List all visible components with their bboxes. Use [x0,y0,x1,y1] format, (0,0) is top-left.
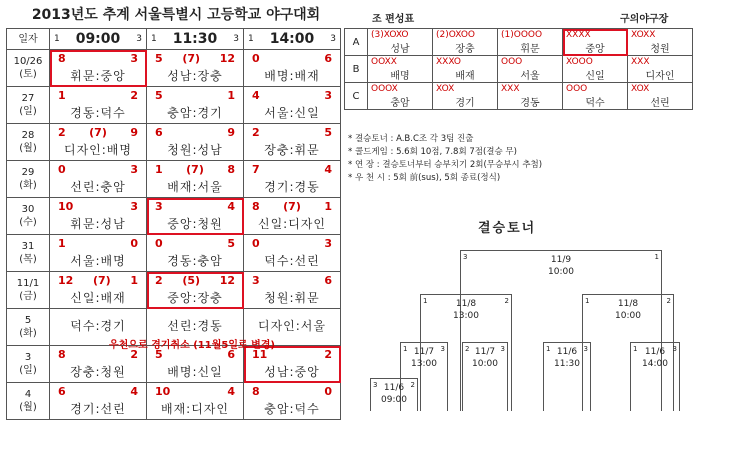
group-team-cell [368,29,433,56]
matchup: 디자인:서울 [257,319,326,333]
score-left: 7 [252,163,260,176]
team-name: 휘문 [520,43,540,55]
score-left: 10 [58,200,74,213]
groups-title: 조 편성표 [372,14,415,25]
seed-right: 2 [666,297,671,305]
matchup: 휘문:성남 [70,217,126,231]
score-right: 1 [130,274,138,287]
matchup: 서울:신일 [264,106,320,120]
matchup: 성남:장충 [167,69,223,83]
group-team-cell [563,29,628,56]
group-label: B [345,56,368,83]
game-cell [147,235,244,272]
score-right: 5 [227,237,235,250]
match-date: 11/6 [644,347,666,357]
matchup: 서울:배명 [70,254,126,268]
team-name: 성남 [390,43,410,55]
matchup: 경동:덕수 [70,106,126,120]
seed-right: 3 [583,345,588,353]
seed-left: 1 [546,345,551,353]
matchup: 청원:성남 [167,143,223,157]
score-left: 8 [58,348,66,361]
date-cell: 29 (화) [7,161,50,198]
rule-line: * 연 장 : 결승토너부터 승부치기 2회(무승부시 추첨) [348,160,543,170]
bracket-match-r1 [370,378,418,411]
score-left: 3 [155,200,163,213]
score-left: 6 [155,126,163,139]
matchup: 덕수:선린 [264,254,320,268]
match-time: 11:30 [554,359,580,369]
date-cell: 5 (화) [7,309,50,346]
innings: (5) [182,274,201,287]
score-left: 2 [155,274,163,287]
team-name: 경기 [455,97,475,109]
seed-right: 1 [654,253,659,261]
slot-right-num: 3 [233,34,239,44]
team-record: (3)XOXO [371,29,409,40]
score-left: 12 [58,274,74,287]
team-record: OOOX [371,83,398,94]
bracket-match-qf4 [630,342,680,411]
matchup: 신일:디자인 [257,217,326,231]
game-cell [244,383,341,420]
matchup: 충암:경기 [167,106,223,120]
date-cell: 4 (월) [7,383,50,420]
group-team-cell [368,56,433,83]
slot-right-num: 3 [330,34,336,44]
matchup: 휘문:중앙 [70,69,126,83]
score-right: 2 [130,348,138,361]
game-cell [147,383,244,420]
seed-right: 3 [500,345,505,353]
score-right: 3 [130,163,138,176]
match-date: 11/9 [550,255,572,265]
team-name: 디자인 [645,70,675,82]
score-left: 3 [252,274,260,287]
matchup: 경기:선린 [70,402,126,416]
team-record: (2)OXOO [436,29,476,40]
team-record: XXX [631,56,650,67]
matchup: 청원:휘문 [264,291,320,305]
slot-time: 11:30 [172,31,218,47]
game-cell [244,50,341,87]
game-cell [244,124,341,161]
team-record: (1)OOOO [501,29,543,40]
groups-table [344,28,693,110]
score-left: 0 [155,237,163,250]
slot-right-num: 3 [136,34,142,44]
bracket-match-qf3 [543,342,591,411]
score-left: 6 [58,385,66,398]
team-record: XOOO [566,56,593,67]
team-record: OOO [566,83,588,94]
team-name: 중앙 [585,43,605,55]
game-cell [147,87,244,124]
matchup: 디자인:배명 [63,143,132,157]
game-cell [147,346,244,383]
team-name: 배명 [390,70,410,82]
innings: (7) [89,126,107,139]
game-cell [244,346,341,383]
group-team-cell [498,56,563,83]
score-right: 3 [130,200,138,213]
match-time: 10:00 [548,267,574,277]
seed-right: 3 [440,345,445,353]
seed-right: 2 [410,381,415,389]
bracket-title: 결승토너 [478,221,537,236]
seed-left: 1 [403,345,408,353]
date-cell: 31 (목) [7,235,50,272]
group-team-cell [368,83,433,110]
team-name: 선린 [650,97,670,109]
game-cell [244,272,341,309]
team-record: XXXX [566,29,591,40]
score-left: 8 [58,52,66,65]
matchup: 덕수:경기 [70,319,126,333]
score-right: 8 [227,163,235,176]
score-left: 10 [155,385,171,398]
score-left: 0 [58,163,66,176]
score-right: 4 [130,385,138,398]
group-team-cell [628,83,693,110]
slot-left-num: 1 [248,34,254,44]
group-team-cell [498,83,563,110]
slot-time: 09:00 [75,31,121,47]
score-left: 0 [252,52,260,65]
matchup: 선린:충암 [70,180,126,194]
rule-line: * 콜드게임 : 5.6회 10점, 7.8회 7점(결승 무) [348,147,517,157]
score-right: 12 [219,52,235,65]
date-cell: 27 (일) [7,87,50,124]
match-time: 10:00 [472,359,498,369]
seed-left: 1 [585,297,590,305]
matchup: 배재:서울 [167,180,223,194]
score-right: 9 [130,126,138,139]
score-left: 11 [252,348,268,361]
team-name: 덕수 [585,97,605,109]
seed-right: 3 [672,345,677,353]
group-team-cell [433,56,498,83]
game-cell [50,50,147,87]
group-team-cell [628,56,693,83]
score-left: 1 [58,237,66,250]
game-cell [244,87,341,124]
team-record: XOX [436,83,455,94]
matchup: 배명:배재 [264,69,320,83]
game-cell [50,87,147,124]
matchup: 중앙:장충 [167,291,223,305]
rules-list [348,133,542,185]
score-right: 4 [227,200,235,213]
innings: (7) [182,52,201,65]
team-name: 충암 [390,97,410,109]
score-right: 9 [227,126,235,139]
score-right: 3 [324,89,332,102]
game-cell [50,235,147,272]
matchup: 충암:덕수 [264,402,320,416]
group-team-cell [433,29,498,56]
match-time: 13:00 [411,359,437,369]
bracket-match-qf2 [462,342,508,411]
seed-left: 1 [423,297,428,305]
team-name: 경동 [520,97,540,109]
date-cell: 10/26 (토) [7,50,50,87]
match-time: 09:00 [381,395,407,405]
match-time: 13:00 [453,311,479,321]
match-date: 11/6 [556,347,578,357]
score-right: 2 [130,89,138,102]
matchup: 경동:충암 [167,254,223,268]
game-cell [147,161,244,198]
group-label: A [345,29,368,56]
innings: (7) [186,163,204,176]
seed-left: 3 [463,253,468,261]
score-left: 0 [252,237,260,250]
matchup: 배명:신일 [167,365,223,379]
team-name: 신일 [585,70,605,82]
score-left: 5 [155,52,163,65]
team-name: 서울 [520,70,540,82]
matchup: 장충:휘문 [264,143,320,157]
score-right: 0 [324,385,332,398]
score-left: 2 [58,126,66,139]
score-right: 3 [130,52,138,65]
game-cell [50,124,147,161]
date-cell: 28 (월) [7,124,50,161]
innings: (7) [283,200,301,213]
game-cell [50,161,147,198]
seed-left: 3 [373,381,378,389]
score-right: 4 [324,163,332,176]
score-right: 3 [324,237,332,250]
score-left: 8 [252,200,260,213]
slot-time: 14:00 [269,31,315,47]
rule-line: * 결승토너 : A.B.C조 각 3팀 진출 [348,134,474,144]
game-cell [147,124,244,161]
team-record: XOX [631,83,650,94]
game-cell [244,161,341,198]
matchup: 경기:경동 [264,180,320,194]
game-cell [147,272,244,309]
game-cell [244,235,341,272]
score-left: 5 [155,348,163,361]
group-team-cell [563,83,628,110]
score-right: 1 [324,200,332,213]
page-title: 2013년도 추계 서울특별시 고등학교 야구대회 [31,7,321,23]
score-right: 6 [324,274,332,287]
date-cell: 3 (일) [7,346,50,383]
score-left: 5 [155,89,163,102]
group-label: C [345,83,368,110]
game-cell [50,383,147,420]
rule-line: * 우 천 시 : 5회 前(sus), 5회 종료(정식) [348,173,501,183]
score-right: 0 [130,237,138,250]
match-date: 11/7 [413,347,435,357]
score-right: 4 [227,385,235,398]
match-date: 11/8 [455,299,477,309]
team-name: 장충 [455,43,475,55]
innings: (7) [92,274,111,287]
score-right: 12 [219,274,235,287]
score-right: 6 [324,52,332,65]
group-team-cell [628,29,693,56]
rain-note: 우천으로 경기취소 (11월5일로 변경) [108,340,276,351]
game-cell [50,198,147,235]
score-left: 1 [155,163,163,176]
team-record: XXX [501,83,520,94]
matchup: 선린:경동 [167,319,223,333]
matchup: 장충:청원 [70,365,126,379]
match-date: 11/6 [383,383,405,393]
team-name: 배재 [455,70,475,82]
game-cell [50,346,147,383]
score-right: 1 [227,89,235,102]
score-right: 2 [324,348,332,361]
team-record: XOXX [631,29,656,40]
group-team-cell [563,56,628,83]
team-record: OOXX [371,56,397,67]
team-record: OOO [501,56,523,67]
score-left: 4 [252,89,260,102]
team-name: 청원 [650,43,670,55]
team-record: XXXO [436,56,462,67]
group-team-cell [433,83,498,110]
game-cell [50,272,147,309]
slot-left-num: 1 [54,34,60,44]
match-time: 10:00 [615,311,641,321]
seed-left: 2 [465,345,470,353]
match-date: 11/8 [617,299,639,309]
game-cell [244,198,341,235]
game-cell [147,50,244,87]
score-right: 6 [227,348,235,361]
slot-left-num: 1 [151,34,157,44]
schedule-table [6,28,341,420]
score-left: 2 [252,126,260,139]
match-time: 14:00 [642,359,668,369]
match-date: 11/7 [474,347,496,357]
venue-title: 구의야구장 [620,14,669,25]
date-header: 일자 [7,29,50,50]
seed-right: 2 [504,297,509,305]
matchup: 배재:디자인 [160,402,229,416]
matchup: 중앙:청원 [167,217,223,231]
matchup: 신일:배재 [70,291,126,305]
score-right: 5 [324,126,332,139]
score-left: 8 [252,385,260,398]
seed-left: 1 [633,345,638,353]
score-left: 1 [58,89,66,102]
group-team-cell [498,29,563,56]
game-cell [147,198,244,235]
matchup: 성남:중앙 [264,365,320,379]
date-cell: 30 (수) [7,198,50,235]
date-cell: 11/1 (금) [7,272,50,309]
